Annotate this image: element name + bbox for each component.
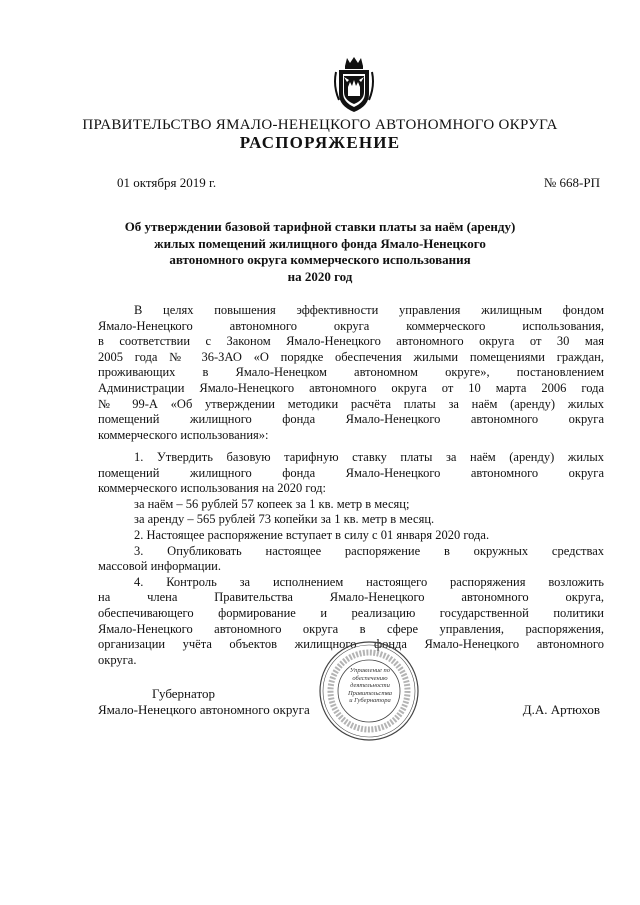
government-title: ПРАВИТЕЛЬСТВО ЯМАЛО-НЕНЕЦКОГО АВТОНОМНОГО ОКРУГА (82, 117, 558, 133)
signatory-title (98, 686, 338, 718)
subject-line: жилых помещений жилищного фонда Ямало-Ненецкого (154, 235, 486, 251)
item-1-line: помещений жилищного фонда Ямало-Ненецкого автономного округа (98, 465, 604, 480)
text-line: В целях повышения эффективности управления жилищным фондом (134, 303, 604, 317)
text-line: в соответствии с Законом Ямало-Ненецкого автономного округа от 30 мая (98, 334, 604, 349)
text-line: Ямало-Ненецкого автономного округа коммерческого использования, (98, 318, 604, 333)
item-2: 2. Настоящее распоряжение вступает в силу с 01 января 2020 года. (134, 527, 490, 542)
text-line: 2005 года № 36-ЗАО «О порядке обеспечения жилыми помещениями граждан, (98, 349, 604, 364)
text-line: Администрации Ямало-Ненецкого автономного округа от 10 марта 2006 года (98, 380, 604, 395)
subject-line: Об утверждении базовой тарифной ставки платы за наём (аренду) (124, 219, 516, 234)
document-date: 01 октября 2019 г. (117, 175, 217, 190)
seal-line: деятельности (350, 682, 390, 690)
seal-line: Правительства (347, 689, 393, 697)
item-3-line: массовой информации. (98, 559, 221, 574)
signatory-position: Губернатор (152, 686, 215, 701)
seal-line: и Губернатора (349, 697, 391, 705)
item-4-line: на члена Правительства Ямало-Ненецкого автономного округа, (98, 590, 604, 605)
item-4-line: Ямало-Ненецкого автономного округа в сфере управления, распоряжения, (98, 621, 604, 636)
item-4-line: округа. (98, 652, 137, 667)
item-4-line: организации учёта объектов жилищного фонда Ямало-Ненецкого автономного (98, 637, 604, 652)
signatory-region: Ямало-Ненецкого автономного округа (98, 702, 310, 717)
subject-line: автономного округа коммерческого использования (169, 252, 471, 267)
subject-line: на 2020 год (287, 268, 353, 284)
item-4-line: обеспечивающего формирование и реализацию государственной политики (98, 605, 604, 620)
coat-of-arms-icon (333, 56, 375, 114)
item-1-line: коммерческого использования на 2020 год: (98, 481, 326, 496)
rate-rent: за аренду – 565 рублей 73 копейки за 1 кв. метр в месяц. (134, 512, 435, 527)
item-4-line: 4. Контроль за исполнением настоящего распоряжения возложить (134, 574, 604, 589)
document-type-heading: РАСПОРЯЖЕНИЕ (239, 133, 401, 152)
text-line: проживающих в Ямало-Ненецком автономном округе», постановлением (98, 365, 604, 380)
resolution-items (98, 450, 604, 668)
text-line: коммерческого использования»: (98, 427, 269, 442)
rate-hire: за наём – 56 рублей 57 копеек за 1 кв. метр в месяц; (134, 496, 410, 511)
text-line: помещений жилищного фонда Ямало-Ненецкого автономного округа (98, 412, 604, 427)
item-1-line: 1. Утвердить базовую тарифную ставку платы за наём (аренду) жилых (134, 450, 604, 464)
seal-line: обеспечению (352, 674, 388, 682)
document-number: № 668-РП (543, 175, 600, 190)
preamble-paragraph (98, 303, 604, 443)
seal-inscription (344, 667, 396, 705)
item-3-line: 3. Опубликовать настоящее распоряжение в окружных средствах (134, 543, 604, 558)
document-subject (120, 219, 520, 285)
seal-line: Управление по (349, 667, 391, 674)
signatory-name: Д.А. Артюхов (522, 702, 600, 717)
text-line: № 99-А «Об утверждении методики расчёта платы за наём (аренду) жилых (98, 396, 604, 411)
